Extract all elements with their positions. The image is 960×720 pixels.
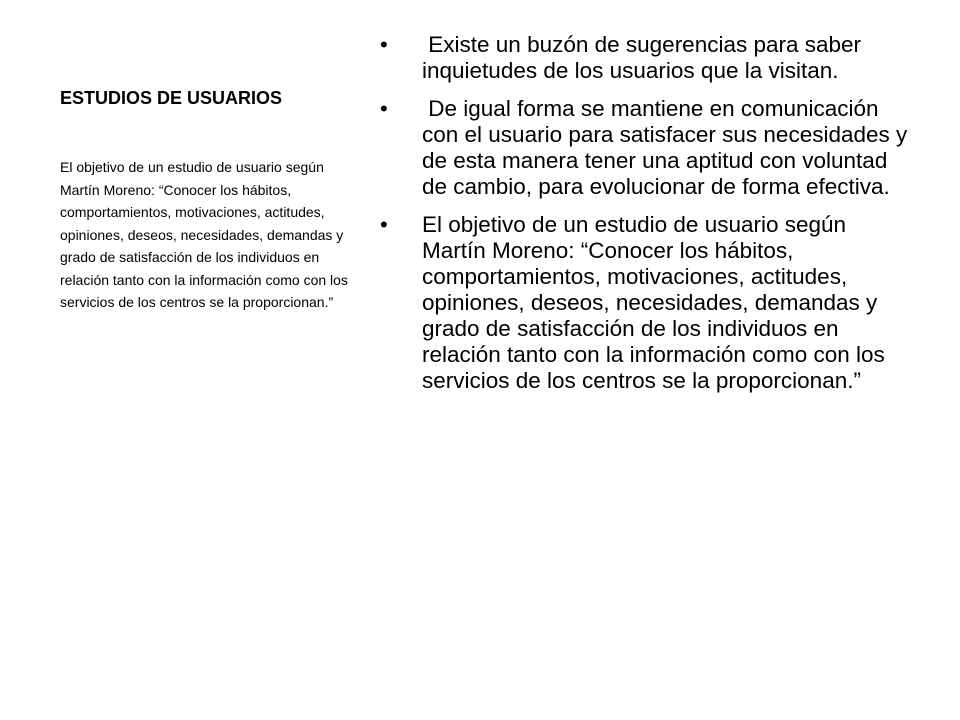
bullet-list <box>380 32 914 406</box>
bullet-text: Existe un buzón de sugerencias para saber inquietudes de los usuarios que la visitan. <box>422 32 868 83</box>
bullet-marker: • <box>380 96 388 121</box>
bullet-item <box>380 212 910 394</box>
bullet-item <box>380 96 914 200</box>
left-body-text: El objetivo de un estudio de usuario según Martín Moreno: “Conocer los hábitos, comportamientos, motivaciones, actitudes, opiniones, deseos, necesidades, demandas y grado de satisfacción de los individuos en relación tanto con la información como con los servicios de los centros se la proporcionan.” <box>60 159 348 310</box>
bullet-marker: • <box>380 212 388 237</box>
bullet-marker: • <box>380 32 388 57</box>
bullet-text: De igual forma se mantiene en comunicación con el usuario para satisfacer sus necesidades y de esta manera tener una aptitud con voluntad de cambio, para evolucionar de forma efectiva. <box>422 96 914 199</box>
slide-title: ESTUDIOS DE USUARIOS <box>60 88 283 108</box>
bullet-text: El objetivo de un estudio de usuario según Martín Moreno: “Conocer los hábitos, comportamientos, motivaciones, actitudes, opiniones, deseos, necesidades, demandas y grado de satisfacción de los individuos en relación tanto con la información como con los servicios de los centros se la proporcionan.” <box>422 212 892 393</box>
bullet-item <box>380 32 910 84</box>
